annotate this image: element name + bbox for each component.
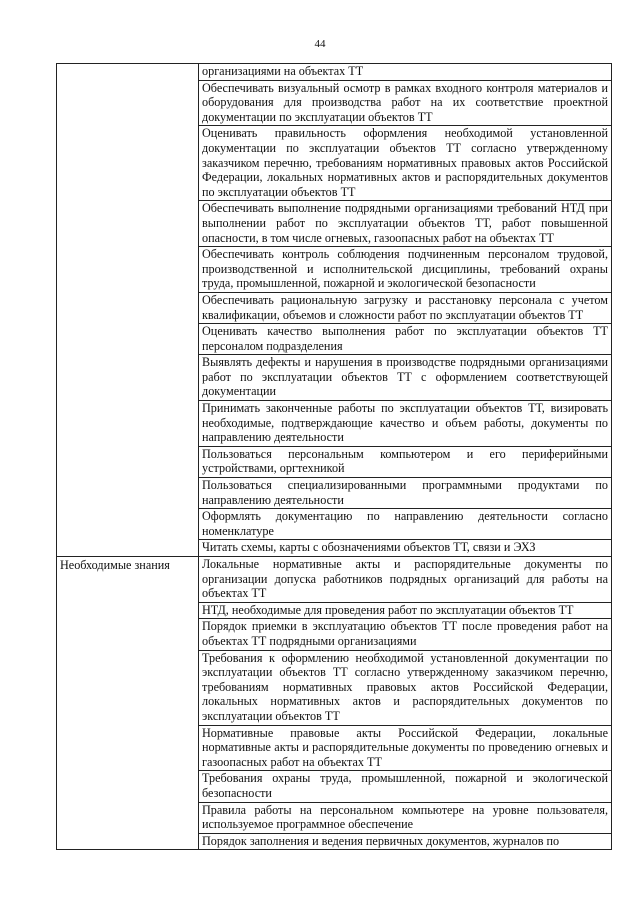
table-cell: Читать схемы, карты с обозначениями объектов ТТ, связи и ЭХЗ xyxy=(199,540,612,557)
table-cell: Принимать законченные работы по эксплуатации объектов ТТ, визировать необходимые, подтверждающие качество и объем работы, документы по направлению деятельности xyxy=(199,401,612,447)
section-label: Необходимые знания xyxy=(60,558,170,572)
table-cell: Пользоваться специализированными программными продуктами по направлению деятельности xyxy=(199,478,612,509)
table-cell: организациями на объектах ТТ xyxy=(199,64,612,81)
table-cell: Обеспечивать контроль соблюдения подчиненным персоналом трудовой, производственной и исполнительской дисциплины, требований охраны труда, промышленной, пожарной и экологической безопасности xyxy=(199,247,612,293)
table-cell: Оформлять документацию по направлению деятельности согласно номенклатуре xyxy=(199,509,612,540)
section-label-cell xyxy=(57,557,199,850)
table-cell: Оценивать правильность оформления необходимой установленной документации по эксплуатации объектов ТТ согласно утвержденному заказчиком перечню, требованиям нормативных правовых актов Российской Федерации, локальных нормативных актов и распорядительных документов по эксплуатации объектов ТТ xyxy=(199,126,612,201)
competency-table xyxy=(56,63,612,850)
table-cell: Обеспечивать рациональную загрузку и расстановку персонала с учетом квалификации, объемов и сложности работ по эксплуатации объектов ТТ xyxy=(199,292,612,323)
table-cell: Требования к оформлению необходимой установленной документации по эксплуатации объектов ТТ согласно утвержденному заказчиком перечню, требованиям нормативных правовых актов Российской Федерации, локальных нормативных актов и распорядительных документов по эксплуатации объектов ТТ xyxy=(199,650,612,725)
table-cell: Локальные нормативные акты и распорядительные документы по организации допуска работников подрядных организаций для работы на объектах ТТ xyxy=(199,557,612,603)
table-cell: Правила работы на персональном компьютере на уровне пользователя, используемое программное обеспечение xyxy=(199,802,612,833)
table-cell: Нормативные правовые акты Российской Федерации, локальные нормативные акты и распорядительные документы по проведению огневых и газоопасных работ на объектах ТТ xyxy=(199,725,612,771)
table-cell: Требования охраны труда, промышленной, пожарной и экологической безопасности xyxy=(199,771,612,802)
table-cell: Порядок приемки в эксплуатацию объектов ТТ после проведения работ на объектах ТТ подрядными организациями xyxy=(199,619,612,650)
table-row xyxy=(57,557,612,603)
table-cell: Обеспечивать выполнение подрядными организациями требований НТД при выполнении работ по эксплуатации объектов ТТ, работ повышенной опасности, в том числе огневых, газоопасных работ на объектах ТТ xyxy=(199,201,612,247)
table-cell: Выявлять дефекты и нарушения в производстве подрядными организациями работ по эксплуатации объектов ТТ с оформлением соответствующей документации xyxy=(199,355,612,401)
page-number: 44 xyxy=(314,38,326,50)
table-row xyxy=(57,64,612,81)
table-cell: НТД, необходимые для проведения работ по эксплуатации объектов ТТ xyxy=(199,602,612,619)
section-label-cell xyxy=(57,64,199,557)
table-cell: Обеспечивать визуальный осмотр в рамках входного контроля материалов и оборудования для производства работ на их соответствие проектной документации по эксплуатации объектов ТТ xyxy=(199,80,612,126)
table-cell: Порядок заполнения и ведения первичных документов, журналов по xyxy=(199,833,612,850)
table-cell: Пользоваться персональным компьютером и его периферийными устройствами, оргтехникой xyxy=(199,446,612,477)
table-cell: Оценивать качество выполнения работ по эксплуатации объектов ТТ персоналом подразделения xyxy=(199,324,612,355)
section-label xyxy=(60,64,195,65)
